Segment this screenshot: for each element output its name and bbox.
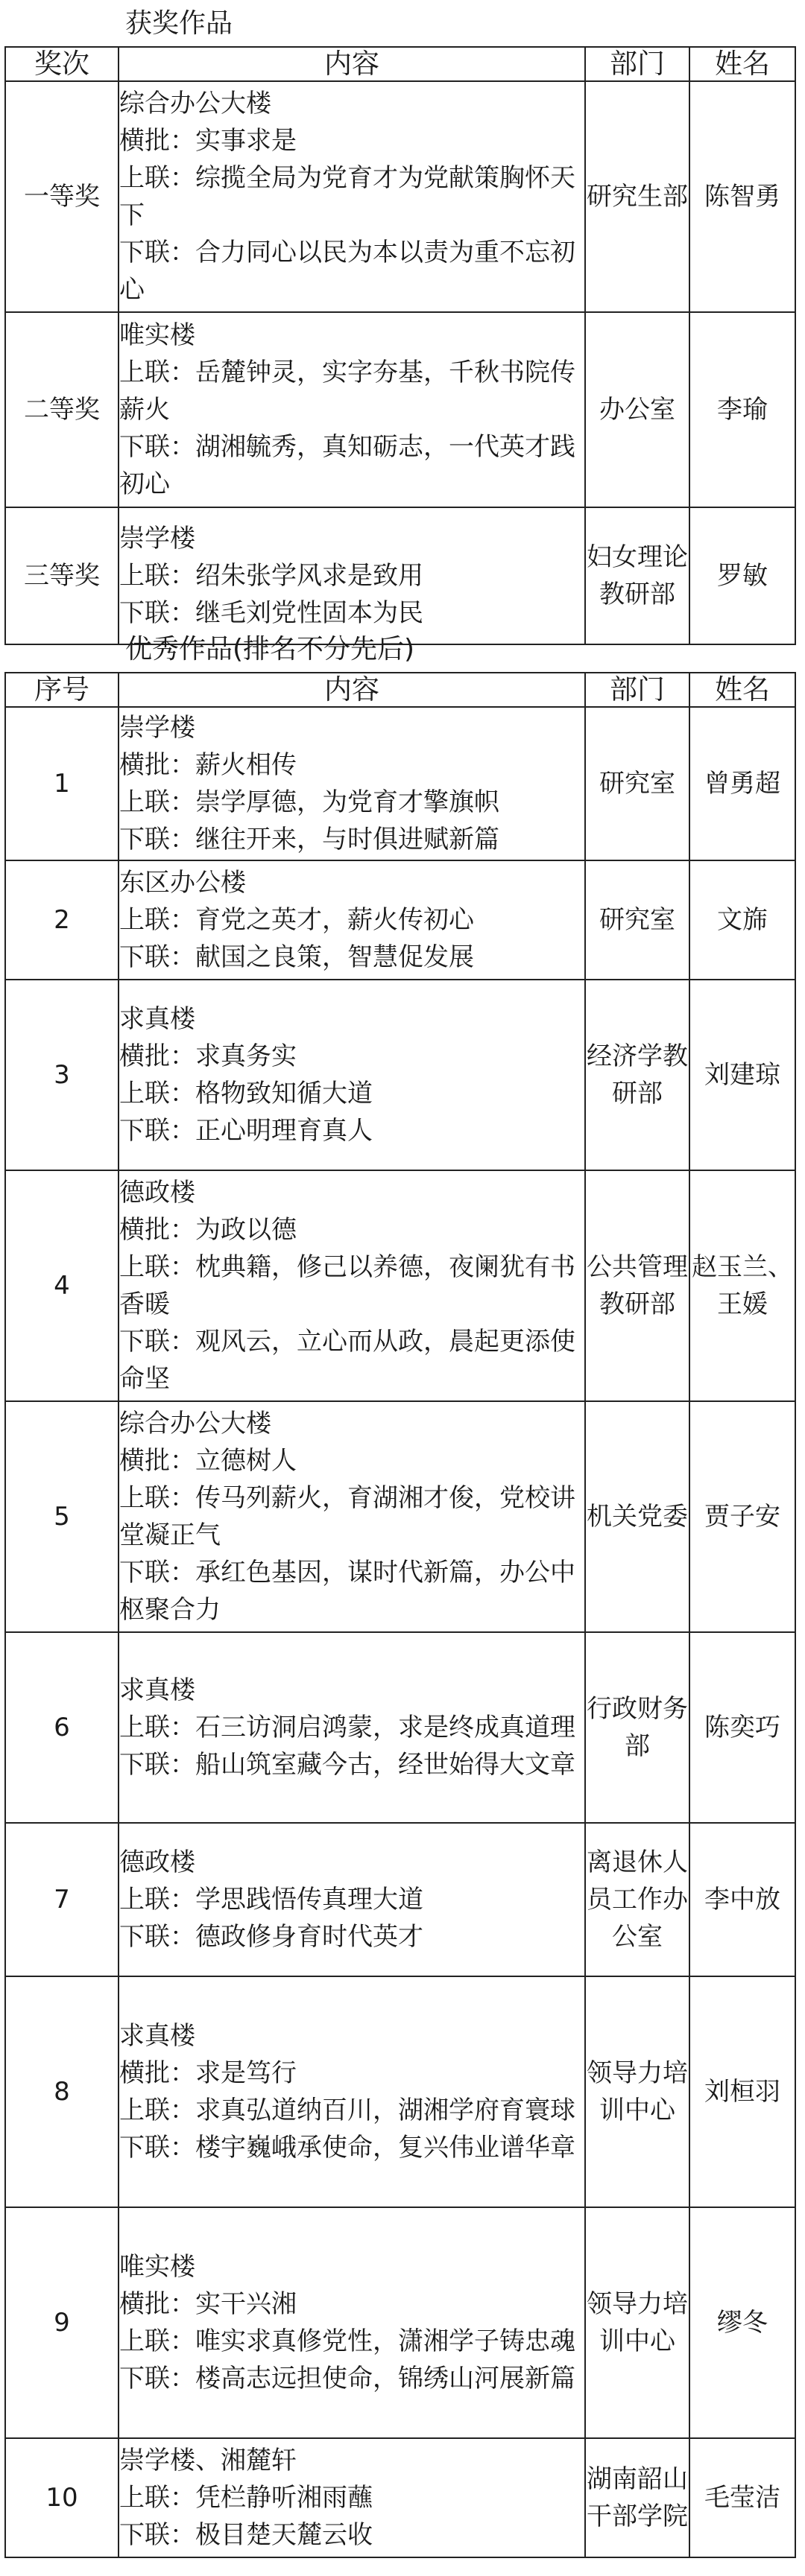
- building-name: 东区办公楼: [119, 868, 246, 898]
- entry-department: 领导力培训中心: [585, 2207, 689, 2438]
- couplet-line: 下联：观风云，立心而从政，晨起更添使命坚: [119, 1327, 575, 1394]
- entry-department: 行政财务部: [585, 1632, 689, 1823]
- header-dept: 部门: [585, 47, 689, 81]
- couplet-line: 横批：薪火相传: [119, 750, 297, 780]
- couplet-line: 下联：湖湘毓秀，真知砺志，一代英才践初心: [119, 432, 575, 499]
- entry-author: 文旆: [689, 860, 795, 980]
- couplet-line: 上联：综揽全局为党育才为党献策胸怀天下: [119, 163, 575, 230]
- couplet-line: 横批：实干兴湘: [119, 2289, 297, 2319]
- entry-number: 3: [5, 980, 119, 1170]
- entry-department: 机关党委: [585, 1401, 689, 1632]
- entry-author: 刘建琼: [689, 980, 795, 1170]
- couplet-line: 上联：岳麓钟灵，实字夯基，千秋书院传薪火: [119, 358, 575, 425]
- couplet-line: 横批：求真务实: [119, 1041, 297, 1071]
- entry-number: 9: [5, 2207, 119, 2438]
- entry-author: 缪冬: [689, 2207, 795, 2438]
- entry-department: 办公室: [585, 312, 689, 507]
- header-no: 序号: [5, 673, 119, 707]
- entry-content: [119, 507, 585, 644]
- entry-number: 10: [5, 2438, 119, 2557]
- entry-content: [119, 1170, 585, 1401]
- table-row: [5, 2438, 795, 2557]
- building-name: 崇学楼: [119, 713, 195, 743]
- entry-author: 李瑜: [689, 312, 795, 507]
- excellent-section-title: 优秀作品(排名不分先后): [125, 634, 415, 664]
- entry-department: 领导力培训中心: [585, 1976, 689, 2207]
- table-row: [5, 507, 795, 644]
- excellent-header-row: [5, 673, 795, 707]
- table-row: [5, 1823, 795, 1976]
- entry-number: 8: [5, 1976, 119, 2207]
- couplet-line: 上联：崇学厚德，为党育才擎旗帜: [119, 787, 499, 817]
- award-rank: 二等奖: [5, 312, 119, 507]
- entry-author: 曾勇超: [689, 707, 795, 860]
- couplet-line: 下联：继毛刘党性固本为民: [119, 598, 423, 628]
- couplet-line: 上联：绍朱张学风求是致用: [119, 561, 423, 591]
- couplet-line: 横批：立德树人: [119, 1446, 297, 1476]
- couplet-line: 下联：德政修身育时代英才: [119, 1922, 423, 1952]
- couplet-line: 下联：继往开来，与时俱进赋新篇: [119, 825, 499, 854]
- table-row: [5, 312, 795, 507]
- entry-author: 刘桓羽: [689, 1976, 795, 2207]
- entry-content: [119, 312, 585, 507]
- entry-content: [119, 860, 585, 980]
- entry-content: [119, 1632, 585, 1823]
- entry-content: [119, 1401, 585, 1632]
- entry-department: 经济学教研部: [585, 980, 689, 1170]
- couplet-line: 下联：合力同心以民为本以责为重不忘初心: [119, 238, 575, 305]
- award-rank: 一等奖: [5, 81, 119, 312]
- entry-number: 5: [5, 1401, 119, 1632]
- entry-author: 李中放: [689, 1823, 795, 1976]
- entry-author: 赵玉兰、王媛: [689, 1170, 795, 1401]
- table-row: [5, 2207, 795, 2438]
- awards-header-row: [5, 47, 795, 81]
- award-rank: 三等奖: [5, 507, 119, 644]
- couplet-line: 上联：传马列薪火，育湖湘才俊，党校讲堂凝正气: [119, 1483, 575, 1550]
- entry-content: [119, 707, 585, 860]
- entry-content: [119, 980, 585, 1170]
- entry-department: 湖南韶山干部学院: [585, 2438, 689, 2557]
- couplet-line: 下联：正心明理育真人: [119, 1116, 373, 1146]
- building-name: 崇学楼、湘麓轩: [119, 2446, 297, 2475]
- table-row: [5, 1170, 795, 1401]
- entry-author: 陈智勇: [689, 81, 795, 312]
- couplet-line: 上联：求真弘道纳百川，湖湘学府育寰球: [119, 2096, 575, 2125]
- header-content: 内容: [119, 47, 585, 81]
- entry-department: 离退休人员工作办公室: [585, 1823, 689, 1976]
- couplet-line: 横批：求是笃行: [119, 2058, 297, 2088]
- couplet-line: 上联：育党之英才，薪火传初心: [119, 905, 474, 935]
- excellent-table: [4, 672, 796, 2558]
- couplet-line: 上联：石三访洞启鸿蒙，求是终成真道理: [119, 1713, 575, 1742]
- couplet-line: 上联：凭栏静听湘雨蘸: [119, 2483, 373, 2513]
- table-row: [5, 1976, 795, 2207]
- building-name: 求真楼: [119, 1675, 195, 1705]
- couplet-line: 上联：唯实求真修党性，潇湘学子铸忠魂: [119, 2326, 575, 2356]
- header-content: 内容: [119, 673, 585, 707]
- entry-content: [119, 81, 585, 312]
- entry-content: [119, 2207, 585, 2438]
- couplet-line: 上联：格物致知循大道: [119, 1079, 373, 1108]
- entry-number: 2: [5, 860, 119, 980]
- entry-content: [119, 1823, 585, 1976]
- table-row: [5, 860, 795, 980]
- building-name: 综合办公大楼: [119, 89, 271, 118]
- table-row: [5, 1401, 795, 1632]
- building-name: 德政楼: [119, 1178, 195, 1208]
- entry-author: 罗敏: [689, 507, 795, 644]
- couplet-line: 下联：楼高志远担使命，锦绣山河展新篇: [119, 2364, 575, 2393]
- couplet-line: 下联：承红色基因，谋时代新篇，办公中枢聚合力: [119, 1558, 575, 1625]
- entry-number: 1: [5, 707, 119, 860]
- building-name: 求真楼: [119, 2021, 195, 2051]
- entry-author: 贾子安: [689, 1401, 795, 1632]
- couplet-line: 下联：献国之良策，智慧促发展: [119, 942, 474, 972]
- header-dept: 部门: [585, 673, 689, 707]
- couplet-line: 下联：楼宇巍峨承使命，复兴伟业谱华章: [119, 2133, 575, 2163]
- entry-content: [119, 2438, 585, 2557]
- couplet-line: 上联：枕典籍，修己以养德，夜阑犹有书香暖: [119, 1252, 575, 1319]
- entry-department: 研究室: [585, 707, 689, 860]
- entry-author: 毛莹洁: [689, 2438, 795, 2557]
- building-name: 德政楼: [119, 1847, 195, 1877]
- entry-number: 4: [5, 1170, 119, 1401]
- couplet-line: 下联：船山筑室藏今古，经世始得大文章: [119, 1750, 575, 1780]
- entry-number: 7: [5, 1823, 119, 1976]
- couplet-line: 下联：极目楚天麓云收: [119, 2520, 373, 2550]
- building-name: 唯实楼: [119, 2252, 195, 2282]
- entry-department: 研究室: [585, 860, 689, 980]
- entry-author: 陈奕巧: [689, 1632, 795, 1823]
- awards-section-title: 获奖作品: [125, 8, 233, 39]
- entry-department: 研究生部: [585, 81, 689, 312]
- table-row: [5, 980, 795, 1170]
- couplet-line: 横批：为政以德: [119, 1215, 297, 1245]
- entry-department: 妇女理论教研部: [585, 507, 689, 644]
- entry-department: 公共管理教研部: [585, 1170, 689, 1401]
- table-row: [5, 1632, 795, 1823]
- header-name: 姓名: [689, 673, 795, 707]
- building-name: 崇学楼: [119, 524, 195, 553]
- couplet-line: 横批：实事求是: [119, 126, 297, 156]
- building-name: 唯实楼: [119, 320, 195, 350]
- building-name: 求真楼: [119, 1004, 195, 1034]
- header-rank: 奖次: [5, 47, 119, 81]
- building-name: 综合办公大楼: [119, 1409, 271, 1438]
- couplet-line: 上联：学思践悟传真理大道: [119, 1885, 423, 1914]
- table-row: [5, 707, 795, 860]
- entry-number: 6: [5, 1632, 119, 1823]
- awards-table: [4, 46, 796, 645]
- header-name: 姓名: [689, 47, 795, 81]
- entry-content: [119, 1976, 585, 2207]
- table-row: [5, 81, 795, 312]
